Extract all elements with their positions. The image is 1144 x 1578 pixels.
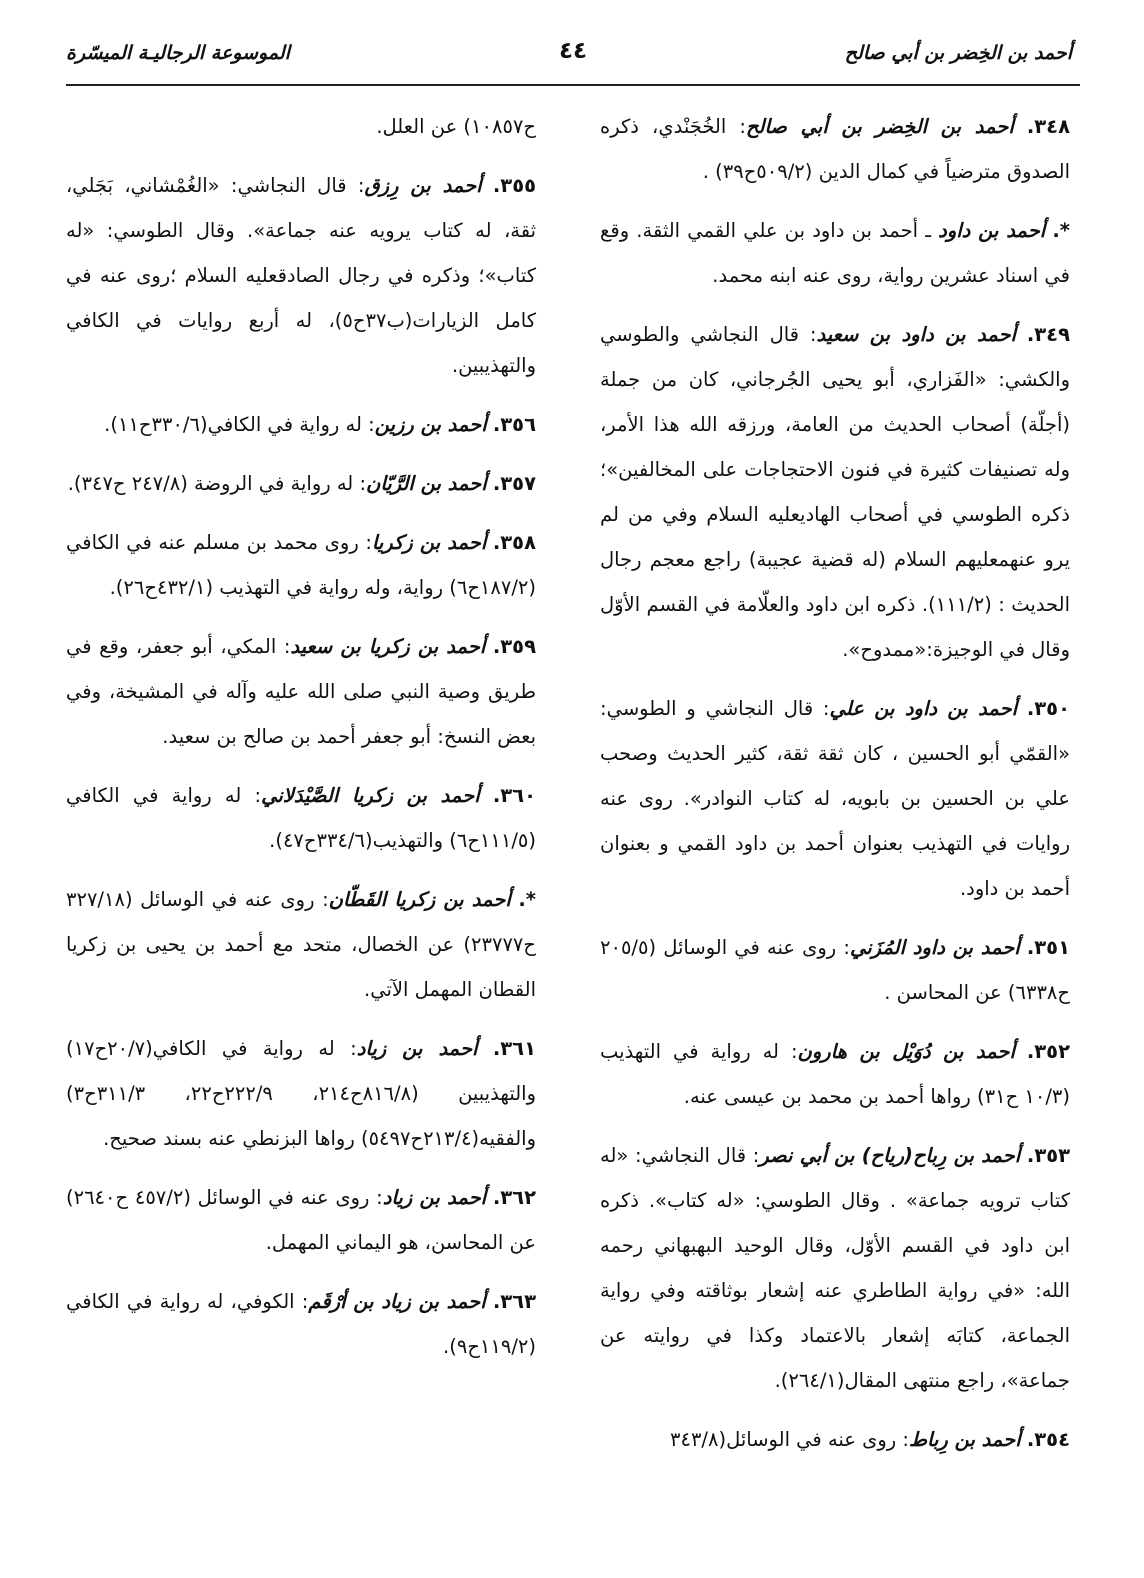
entry-name: أحمد بن رزين <box>374 413 487 436</box>
entry-number: ٣٥١. <box>1026 936 1070 959</box>
entry-text: : الكوفي، له رواية في الكافي (١١٩/٢ح٩). <box>66 1290 536 1358</box>
entry-number: *. <box>518 888 536 911</box>
entry-text: : له رواية في الكافي (١١١/٥ح٦) والتهذيب(٣٣٤/٦ح٤٧). <box>66 784 536 852</box>
entry-name: أحمد بن داود بن سعيد <box>816 323 1016 346</box>
entry-text: : له رواية في التهذيب (١٠/٣ ح٣١) رواها أحمد بن محمد بن عيسى عنه. <box>600 1040 1070 1108</box>
entry <box>600 686 1070 911</box>
header-book-title: الموسوعة الرجاليـة الميسّرة <box>66 42 290 64</box>
entry-name: أحمد بن زكريا <box>371 531 487 554</box>
entry <box>600 208 1070 298</box>
entry-text: : روى محمد بن مسلم عنه في الكافي (١٨٧/٢ح٦) رواية، وله رواية في التهذيب (٤٣٢/١ح٢٦). <box>66 531 536 599</box>
right-column <box>600 104 1070 1476</box>
entry-text: : له رواية في الروضة (٢٤٧/٨ ح٣٤٧). <box>67 472 367 495</box>
entry-name: أحمد بن دُوَيْل بن هارون <box>797 1040 1015 1063</box>
entry <box>66 1279 536 1369</box>
entry <box>600 1029 1070 1119</box>
entry <box>600 1417 1070 1462</box>
entry-number: ٣٥٦. <box>492 413 536 436</box>
entry-number: ٣٦٣. <box>492 1290 536 1313</box>
entry-text: : قال النجاشي و الطوسي: «القمّي أبو الحسين ، كان ثقة ثقة، كثير الحديث وصحب علي بن الحسين بن بابويه، له كتاب النوادر». روى عنه روايات في التهذيب بعنوان أحمد بن داود القمي و بعنوان أحمد بن داود. <box>600 697 1070 900</box>
entry <box>66 402 536 447</box>
entry-name: أحمد بن رِباح(رياح) بن أبي نصر <box>759 1144 1021 1167</box>
entry <box>66 520 536 610</box>
left-column <box>66 104 536 1383</box>
entry <box>66 1026 536 1161</box>
entry-number: ٣٦٢. <box>492 1186 536 1209</box>
entry-text: : قال النجاشي: «الغُمْشاني، بَجَلي، ثقة، له كتاب يرويه عنه جماعة». وقال الطوسي: «له كتاب»؛ وذكره في رجال الصادق‏عليه السلام ؛روى عنه في كامل الزيارات(ب٣٧ح٥)، له أربع روايات في الكافي والتهذيبين. <box>66 174 536 377</box>
entry <box>66 163 536 388</box>
entry <box>66 461 536 506</box>
entry-name: أحمد بن زياد بن أرْقَم <box>308 1290 486 1313</box>
entry <box>600 104 1070 194</box>
entry-name: أحمد بن داود <box>938 219 1046 242</box>
entry-text: : قال النجاشي والطوسي والكشي: «الفَزاري، أبو يحيى الجُرجاني، كان من جملة (أجلّة) أصحاب الحديث من العامة، ورزقه الله هذا الأمر، وله تصنيفات كثيرة في فنون الاحتجاجات على المخالفين»؛ذكره الطوسي في أصحاب الهادي‏عليه السلام وفي من لم يرو عنهم‏عليهم السلام (له قضية عجيبة) راجع معجم رجال الحديث : (١١١/٢). ذكره ابن داود والعلّامة في القسم الأوّل وقال في الوجيزة:«ممدوح». <box>600 323 1070 661</box>
entry-text: : روى عنه في الوسائل(٣٤٣/٨ <box>670 1428 909 1451</box>
entry-number: ٣٦١. <box>492 1037 536 1060</box>
entry <box>600 1133 1070 1403</box>
entry-name: أحمد بن رِزق <box>364 174 482 197</box>
entry-text: : قال النجاشي: «له كتاب ترويه جماعة» . وقال الطوسي: «له كتاب». ذكره ابن داود في القسم الأوّل، وقال الوحيد البهبهاني رحمه الله: «في رواية الطاطري عنه إشعار بوثاقته وفي رواية الجماعة، كتابَه إشعار بالاعتماد وكذا في روايته عن جماعة»، راجع منتهى المقال(٢٦٤/١). <box>600 1144 1070 1392</box>
entry-number: ٣٥٩. <box>492 635 536 658</box>
entry-number: ٣٥٥. <box>492 174 537 197</box>
entry-name: أحمد بن زكريا الصَّيْدَلاني <box>261 784 480 807</box>
running-header <box>66 36 1080 80</box>
entry-text: : المكي، أبو جعفر، وقع في طريق وصية النبي صلى الله عليه وآله في المشيخة، وفي بعض النسخ: أبو جعفر أحمد بن صالح بن سعيد. <box>66 635 536 748</box>
entry-name: أحمد بن زكريا القَطّان <box>328 888 511 911</box>
entry-continuation: ح١٠٨٥٧) عن العلل. <box>376 115 536 138</box>
entry-text: : روى عنه في الوسائل (٣٢٧/١٨ ح٢٣٧٧٧) عن الخصال، متحد مع أحمد بن يحيى بن زكريا القطان المهمل الآتي. <box>66 888 536 1001</box>
entry-text: : روى عنه في الوسائل (٢٠٥/٥ ح٦٣٣٨) عن المحاسن . <box>600 936 1070 1004</box>
entry <box>66 1175 536 1265</box>
entry-name: أحمد بن داود المُزَني <box>849 936 1020 959</box>
entry-number: ٣٥٧. <box>492 472 536 495</box>
entry-name: أحمد بن زياد <box>382 1186 487 1209</box>
entry-number: ٣٥٣. <box>1026 1144 1071 1167</box>
entry-name: أحمد بن داود بن علي <box>829 697 1018 720</box>
entry-number: ٣٥٢. <box>1026 1040 1070 1063</box>
entry <box>600 925 1070 1015</box>
header-entry-title: أحمد بن الخِضر بن أبي صالح <box>844 42 1072 64</box>
entry-number: ٣٤٩. <box>1026 323 1070 346</box>
entry-name: أحمد بن الرَّيّان <box>366 472 487 495</box>
entry-number: ٣٥٨. <box>492 531 536 554</box>
entry-text: : روى عنه في الوسائل (٤٥٧/٢ ح٢٦٤٠) عن المحاسن، هو اليماني المهمل. <box>66 1186 536 1254</box>
entry-name: أحمد بن رِباط <box>909 1428 1021 1451</box>
entry <box>66 773 536 863</box>
entry-number: ٣٦٠. <box>492 784 536 807</box>
entry-text: ـ أحمد بن داود بن علي القمي الثقة. وقع في اسناد عشرين رواية، روى عنه ابنه محمد. <box>600 219 1070 287</box>
entry-name: أحمد بن زكريا بن سعيد <box>290 635 486 658</box>
entry-number: ٣٥٤. <box>1026 1428 1070 1451</box>
entry-text: : له رواية في الكافي(٢٠/٧ح١٧) والتهذيبين (٨١٦/٨ح٢١٤، ٢٢٢/٩ح٢٢، ٣١١/٣ح٣) والفقيه(٢١٣/٤ح٥٤٩٧) رواها البزنطي عنه بسند صحيح. <box>66 1037 536 1150</box>
entry-name: أحمد بن زياد <box>356 1037 478 1060</box>
entry-number: ٣٥٠. <box>1026 697 1070 720</box>
page-number: ٤٤ <box>558 38 588 64</box>
entry-text: : له رواية في الكافي(٣٣٠/٦ح١١). <box>104 413 375 436</box>
entry <box>600 312 1070 672</box>
entry-name: أحمد بن الخِضر بن أبي صالح <box>745 115 1014 138</box>
entry-number: *. <box>1052 219 1070 242</box>
header-divider <box>66 84 1080 86</box>
entry <box>66 624 536 759</box>
entry <box>66 877 536 1012</box>
entry-number: ٣٤٨. <box>1026 115 1070 138</box>
entry-text: : الخُجَنْدي، ذكره الصدوق مترضياً في كمال الدين (٥٠٩/٢ح٣٩) . <box>600 115 1070 183</box>
